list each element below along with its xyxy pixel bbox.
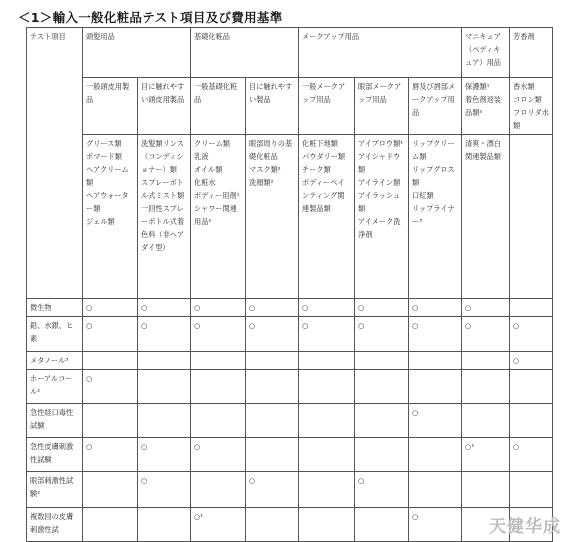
row-label: メタノール³ [27, 352, 83, 370]
product-example-cell: 化粧下地類 パウダリー類 チーク類 ボディーペインティング関連製品類 [299, 135, 355, 299]
table-row [27, 299, 553, 317]
result-cell: ○ [83, 299, 138, 317]
sub-header-cell: 一般基礎化粧品 [191, 78, 246, 135]
group-header-manicure: マニキュア（ペディキュア）用品 [462, 28, 510, 78]
table-row [27, 508, 553, 542]
sub-header-cell: 唇及び唇部メークアップ用品 [409, 78, 462, 135]
result-cell: ○ [355, 317, 409, 352]
result-cell [355, 404, 409, 438]
watermark: 天健华成 [489, 517, 561, 537]
test-items-table [26, 27, 553, 542]
table-row [27, 370, 553, 404]
result-cell [191, 404, 246, 438]
result-cell: ○ [510, 352, 553, 370]
result-cell [83, 508, 138, 542]
result-cell [299, 370, 355, 404]
result-cell: ○ [246, 317, 299, 352]
result-cell [462, 472, 510, 508]
table-row [27, 352, 553, 370]
product-example-cell: 洗髪類リンス（コンディショナー）類 スプレーボトル式ミスト類 一回性スプレーボトル式着色料（非ヘアダイ型） [138, 135, 191, 299]
result-cell: ○ [510, 317, 553, 352]
sub-header-row [27, 78, 553, 135]
result-cell [409, 370, 462, 404]
result-cell [138, 370, 191, 404]
result-cell: ○ [138, 472, 191, 508]
result-cell: ○ [355, 299, 409, 317]
result-cell [462, 370, 510, 404]
result-cell [191, 370, 246, 404]
result-cell: ○ [246, 299, 299, 317]
row-label: 微生物 [27, 299, 83, 317]
group-header-makeup: メークアップ用品 [299, 28, 462, 78]
result-cell: ○ [246, 472, 299, 508]
row-label: 複数回の皮膚刺激性試 [27, 508, 83, 542]
page-title: ＜1＞輸入一般化粧品テスト項目及び費用基準 [18, 10, 283, 25]
group-header-hair: 頭髪用品 [83, 28, 191, 78]
result-cell [355, 370, 409, 404]
result-cell [246, 352, 299, 370]
result-cell [355, 508, 409, 542]
product-example-cell [510, 135, 553, 299]
result-cell [191, 472, 246, 508]
table-row [27, 438, 553, 472]
result-cell [83, 472, 138, 508]
product-example-cell: 清爽・漂白関連製品類 [462, 135, 510, 299]
result-cell [246, 438, 299, 472]
result-cell [299, 438, 355, 472]
result-cell: ○ [409, 299, 462, 317]
result-cell [299, 404, 355, 438]
product-example-cell: リップクリーム類 リップグロス類 口紅類 リップライナー³ [409, 135, 462, 299]
result-cell: ○ [191, 299, 246, 317]
sub-header-cell: 一般メークアップ用品 [299, 78, 355, 135]
result-cell [409, 352, 462, 370]
product-example-cell: 眼部周りの基礎化粧品 マスク類² 洗顔類² [246, 135, 299, 299]
result-cell: ○ [191, 317, 246, 352]
result-cell: ○ [510, 438, 553, 472]
sub-header-cell: 一般頭皮用製品 [83, 78, 138, 135]
result-cell [191, 352, 246, 370]
result-cell [409, 438, 462, 472]
result-cell: ○ [83, 370, 138, 404]
result-cell [510, 404, 553, 438]
result-cell: ○¹ [191, 508, 246, 542]
group-header-skincare: 基礎化粧品 [191, 28, 299, 78]
result-cell [355, 438, 409, 472]
result-cell [299, 472, 355, 508]
product-example-cell: グリース類 ポマード類 ヘアクリーム類 ヘアウォーター類 ジェル類 [83, 135, 138, 299]
result-cell [510, 299, 553, 317]
sub-header-cell: 保護類¹ 着色剤返装品類² [462, 78, 510, 135]
result-cell [246, 404, 299, 438]
sub-header-cell: 目に触れやすい製品 [246, 78, 299, 135]
product-example-row [27, 135, 553, 299]
corner-label: テスト項目 [27, 28, 83, 299]
result-cell: ○ [462, 299, 510, 317]
group-header-row [27, 28, 553, 78]
result-cell [138, 404, 191, 438]
row-label: 急性経口毒性試験 [27, 404, 83, 438]
row-label: 急性皮膚刺激性試験 [27, 438, 83, 472]
product-example-cell: クリーム類 乳液 オイル類 化粧水 ボディー用剤¹ シャワー関連用品² [191, 135, 246, 299]
result-cell: ○ [83, 317, 138, 352]
table-row [27, 472, 553, 508]
result-cell: ○ [138, 317, 191, 352]
sub-header-cell: 眼部メークアップ用品 [355, 78, 409, 135]
result-cell [510, 370, 553, 404]
result-cell: ○ [462, 317, 510, 352]
result-cell [510, 472, 553, 508]
row-label: 眼部刺激性試験² [27, 472, 83, 508]
result-cell: ○ [409, 317, 462, 352]
result-cell [138, 508, 191, 542]
result-cell [246, 508, 299, 542]
result-cell [299, 352, 355, 370]
sub-header-cell: 香水類 コロン類 フロリダ水類 [510, 78, 553, 135]
table-row [27, 317, 553, 352]
result-cell: ○ [138, 299, 191, 317]
result-cell: ○ [299, 299, 355, 317]
result-cell: ○ [191, 438, 246, 472]
row-label: ホーアルコール² [27, 370, 83, 404]
result-cell: ○ [299, 317, 355, 352]
product-example-cell: アイブロウ類¹ アイシャドウ類 アイライン類 アイラッシュ類 アイメーク洗浄剤 [355, 135, 409, 299]
sub-header-cell: 目に触れやすい頭皮用製品 [138, 78, 191, 135]
group-header-fragrance: 芳香剤 [510, 28, 553, 78]
result-cell [246, 370, 299, 404]
result-cell [462, 404, 510, 438]
result-cell: ○ [355, 472, 409, 508]
result-cell [138, 352, 191, 370]
result-cell [462, 352, 510, 370]
result-cell [83, 352, 138, 370]
result-cell: ○¹ [462, 438, 510, 472]
result-cell: ○ [138, 438, 191, 472]
result-cell [83, 404, 138, 438]
row-label: 鉛、水銀、ヒ素 [27, 317, 83, 352]
result-cell: ○ [83, 438, 138, 472]
result-cell: ○ [409, 508, 462, 542]
result-cell [355, 352, 409, 370]
result-cell [409, 472, 462, 508]
result-cell [299, 508, 355, 542]
table-row [27, 404, 553, 438]
result-cell: ○ [409, 404, 462, 438]
